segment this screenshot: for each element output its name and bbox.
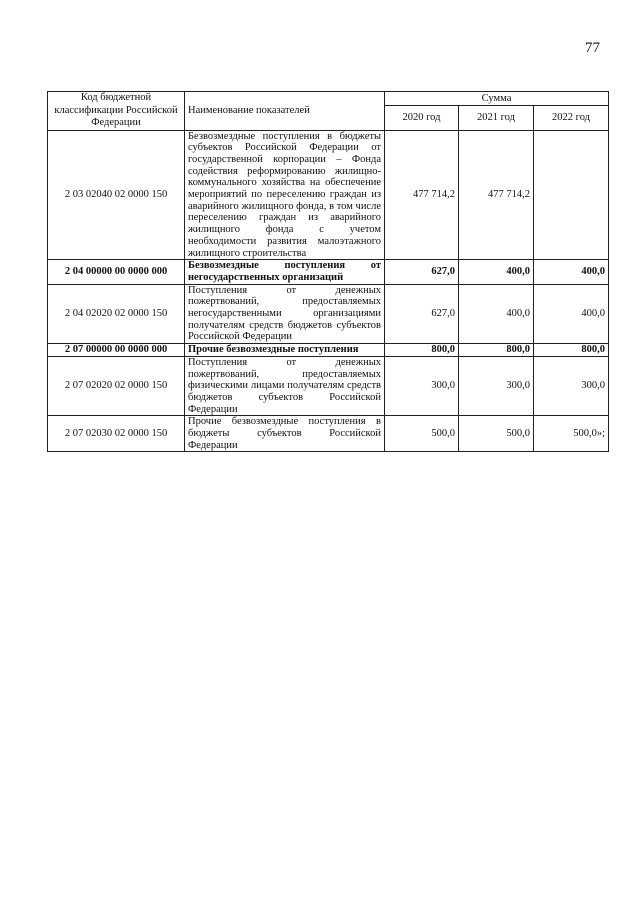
table-row [48,284,609,344]
row-name: Безвозмездные поступления от негосударственных организаций [185,260,385,284]
row-value-2020: 627,0 [385,284,459,344]
table-row [48,130,609,260]
header-name: Наименование показателей [185,92,385,131]
header-year-2021: 2021 год [459,106,534,130]
table-body [48,130,609,452]
row-value-2021: 300,0 [459,356,534,416]
row-value-2021: 400,0 [459,284,534,344]
row-code: 2 07 02030 02 0000 150 [48,416,185,452]
header-sum: Сумма [385,92,609,106]
row-value-2020: 477 714,2 [385,130,459,260]
header-year-2020: 2020 год [385,106,459,130]
row-name: Прочие безвозмездные поступления в бюджеты субъектов Российской Федерации [185,416,385,452]
row-code: 2 07 02020 02 0000 150 [48,356,185,416]
row-value-2020: 300,0 [385,356,459,416]
row-name: Безвозмездные поступления в бюджеты субъектов Российской Федерации от государственной корпорации – Фонда содействия реформированию жилищно-коммунального хозяйства на обеспечение мероприятий по переселению граждан из аварийного жилищного фонда, в том числе переселению граждан из аварийного жилищного фонда с учетом необходимости развития малоэтажного жилищного строительства [185,130,385,260]
table-row [48,356,609,416]
row-value-2020: 800,0 [385,344,459,357]
row-name: Поступления от денежных пожертвований, предоставляемых физическими лицами получателям средств бюджетов субъектов Российской Федерации [185,356,385,416]
header-code: Код бюджетной классификации Российской Федерации [48,92,185,131]
header-year-2022: 2022 год [534,106,609,130]
row-code: 2 03 02040 02 0000 150 [48,130,185,260]
row-value-2021: 477 714,2 [459,130,534,260]
row-value-2021: 800,0 [459,344,534,357]
table-row [48,416,609,452]
row-code: 2 07 00000 00 0000 000 [48,344,185,357]
row-value-2022: 300,0 [534,356,609,416]
table-header [48,92,609,131]
table-row [48,260,609,284]
row-value-2022 [534,130,609,260]
row-value-2022: 500,0»; [534,416,609,452]
row-value-2022: 400,0 [534,284,609,344]
budget-table [47,91,609,452]
row-code: 2 04 00000 00 0000 000 [48,260,185,284]
row-value-2022: 400,0 [534,260,609,284]
row-value-2021: 500,0 [459,416,534,452]
row-value-2022: 800,0 [534,344,609,357]
row-value-2020: 500,0 [385,416,459,452]
row-code: 2 04 02020 02 0000 150 [48,284,185,344]
page-number: 77 [585,40,600,56]
row-name: Поступления от денежных пожертвований, предоставляемых негосударственными организациями получателям средств бюджетов субъектов Российской Федерации [185,284,385,344]
row-value-2021: 400,0 [459,260,534,284]
table-row [48,344,609,357]
row-value-2020: 627,0 [385,260,459,284]
row-name: Прочие безвозмездные поступления [185,344,385,357]
